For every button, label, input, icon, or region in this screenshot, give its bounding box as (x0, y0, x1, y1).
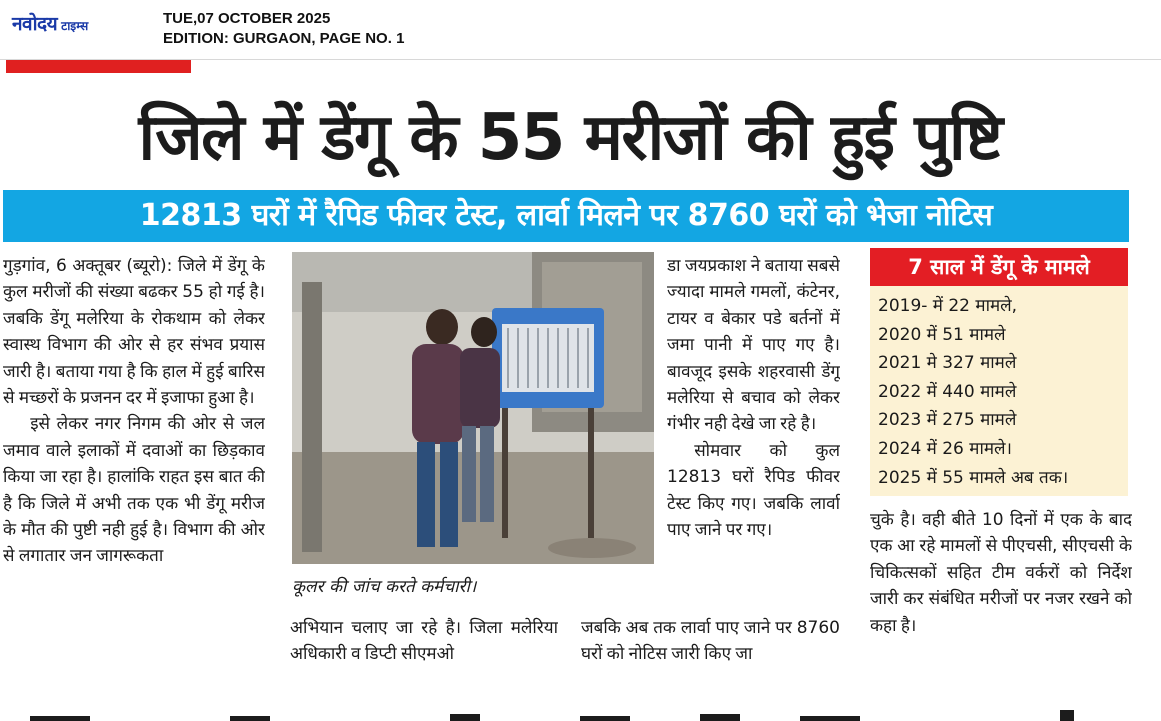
edition-page: EDITION: GURGAON, PAGE NO. 1 (163, 30, 405, 47)
dengue-cases-line: 2024 में 26 मामले। (878, 438, 1012, 459)
next-headline-fragment (0, 700, 1161, 721)
newspaper-logo[interactable] (12, 10, 88, 36)
dengue-cases-box-title: 7 साल में डेंगू के मामले (870, 248, 1128, 286)
article-column-3 (667, 253, 840, 613)
dengue-cases-line: 2019- में 22 मामले, (878, 296, 1018, 316)
dengue-cases-line: 2020 में 51 मामले (878, 324, 1006, 345)
photo-caption: कूलर की जांच करते कर्मचारी। (292, 577, 477, 597)
article-column-1 (3, 253, 265, 703)
article-paragraph: सोमवार को कुल 12813 घरों रैपिड फीवर टेस्ट किए गए। जबकि लार्वा पाए जाने पर गए। (667, 440, 840, 541)
logo-brand: नवोदय (12, 13, 58, 35)
article-paragraph: जबकि अब तक लार्वा पाए जाने पर 8760 घरों को नोटिस जारी किए जा (581, 618, 840, 665)
article-paragraph: डा जयप्रकाश ने बताया सबसे ज्यादा मामले गमलों, कंटेनर, टायर व बेकार पडे बर्तनों में जमा पानी में पाए गए है। बावजूद इसके शहरवासी डेंगू मलेरिया से बचाव को लेकर गंभीर नही देखे जा रहे है। (667, 256, 840, 435)
article-paragraph: अभियान चलाए जा रहे है। जिला मलेरिया अधिकारी व डिप्टी सीएमओ (290, 618, 558, 665)
article-paragraph: चुके है। वही बीते 10 दिनों में एक के बाद एक आ रहे मामलों से पीएचसी, सीएचसी के चिकित्सकों सहित टीम वर्करों को निर्देश जारी कर संबंधित मरीजों पर नजर रखने को कहा है। (870, 510, 1132, 636)
article-photo (292, 252, 654, 564)
logo-times: टाइम्स (61, 19, 89, 33)
article-headline: जिले में डेंगू के 55 मरीजों की हुई पुष्टि (138, 101, 1002, 175)
dengue-cases-line: 2025 में 55 मामले अब तक। (878, 467, 1069, 488)
cropped-headline-strokes (0, 700, 1161, 721)
dengue-cases-line: 2022 में 440 मामले (878, 381, 1017, 402)
article-paragraph: गुड़गांव, 6 अक्तूबर (ब्यूरो): जिले में डेंगू के कुल मरीजों की संख्या बढकर 55 हो गई है। जबकि डेंगू मलेरिया के रोकथाम को लेकर स्वास्थ विभाग की ओर से हर संभव प्रयास जारी है। बताया गया है कि हाल में हुई बारिस से मच्छरों के प्रजनन दर में इजाफा हुआ है। (3, 256, 265, 409)
coolers-inspection-photo (292, 252, 654, 564)
article-column-4 (870, 507, 1132, 677)
dengue-cases-line: 2021 मे 327 मामले (878, 353, 1017, 374)
article-column-3-continued (581, 615, 840, 705)
edition-info (163, 9, 404, 49)
article-subheadline: 12813 घरों में रैपिड फीवर टेस्ट, लार्वा मिलने पर 8760 घरों को भेजा नोटिस (3, 190, 1129, 242)
dengue-cases-line: 2023 में 275 मामले (878, 410, 1017, 431)
article-column-2 (290, 615, 558, 705)
edition-date: TUE,07 OCTOBER 2025 (163, 10, 331, 27)
epaper-header (0, 0, 1161, 60)
dengue-cases-box (870, 286, 1128, 496)
red-accent-bar (6, 60, 191, 73)
article-paragraph: इसे लेकर नगर निगम की ओर से जल जमाव वाले इलाकों में दवाओं का छिड़काव किया जा रहा है। हालांकि राहत इस बात की है कि जिले में अभी तक एक भी डेंगू मरीज के मौत की पुष्टी नही हुई है। विभाग की ओर से लगातार जन जागरूकता (3, 414, 265, 567)
